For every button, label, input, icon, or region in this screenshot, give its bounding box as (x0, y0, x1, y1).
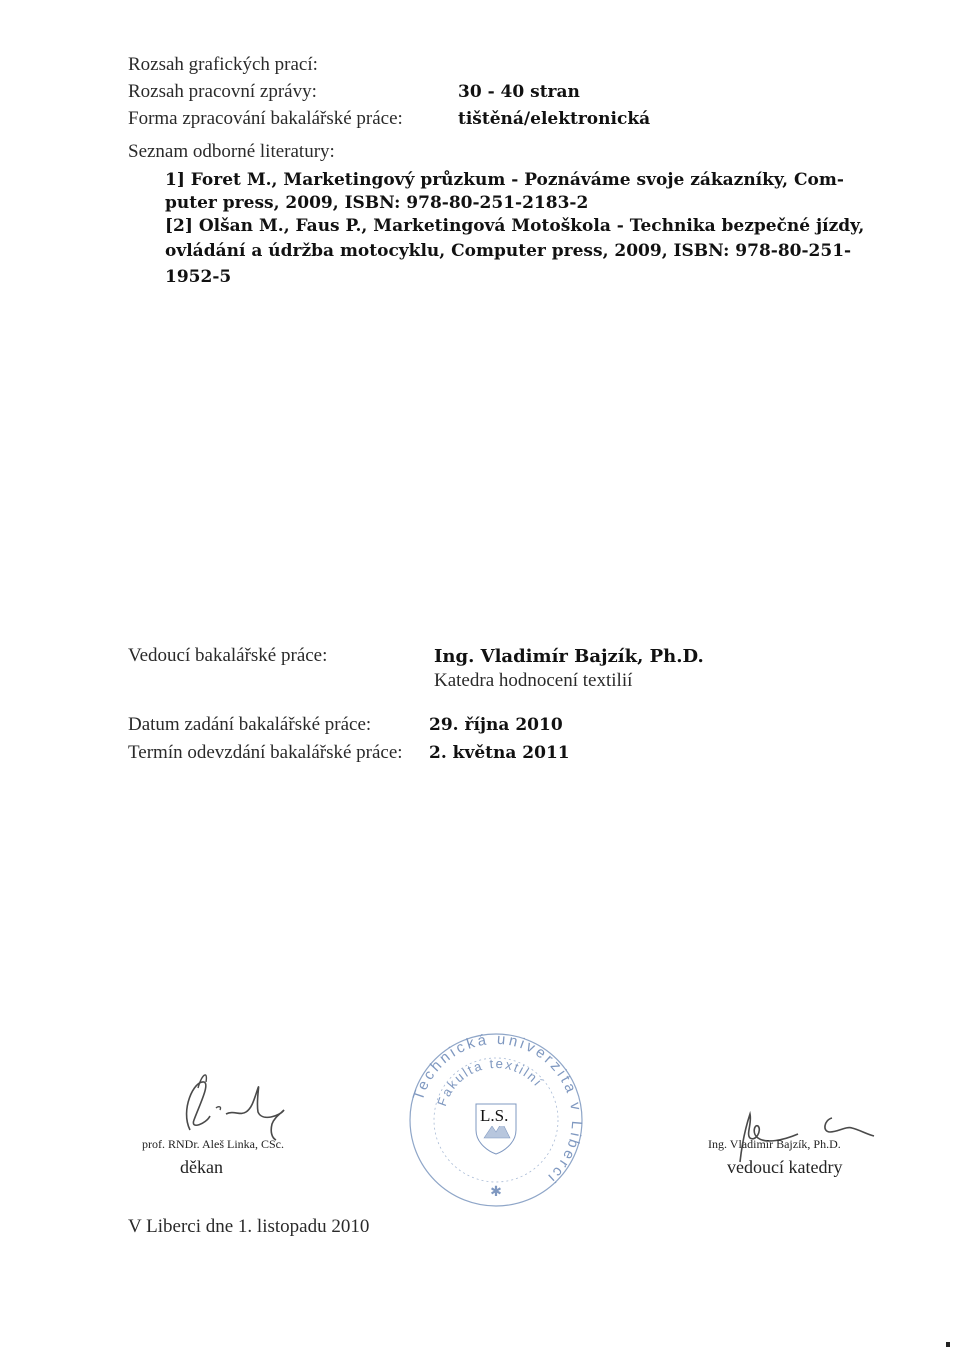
literature-line-3: [2] Olšan M., Faus P., Marketingová Motoškola - Technika bezpečné jízdy, (165, 216, 865, 236)
literature-line-5: 1952-5 (165, 267, 232, 287)
department-head-signature (728, 1104, 888, 1164)
stamp-star-icon: ✱ (490, 1184, 502, 1200)
assignment-date-label: Datum zadání bakalářské práce: (128, 714, 372, 735)
work-form-label: Forma zpracování bakalářské práce: (128, 108, 403, 129)
literature-label: Seznam odborné literatury: (128, 141, 335, 162)
submission-date-label: Termín odevzdání bakalářské práce: (128, 742, 403, 763)
assignment-date-value: 29. října 2010 (429, 715, 563, 735)
literature-line-2: puter press, 2009, ISBN: 978-80-251-2183-2 (165, 193, 589, 213)
department-head-name: Ing. Vladimír Bajzík, Ph.D. (708, 1137, 841, 1151)
report-scope-label: Rozsah pracovní zprávy: (128, 81, 317, 102)
place-and-date: V Liberci dne 1. listopadu 2010 (128, 1216, 370, 1237)
submission-date-value: 2. května 2011 (429, 743, 570, 763)
stamp-inner-text: Fakulta textilní (434, 1055, 547, 1109)
dean-name: prof. RNDr. Aleš Linka, CSc. (142, 1137, 284, 1151)
dean-role: děkan (180, 1157, 223, 1177)
supervisor-department: Katedra hodnocení textilií (434, 670, 633, 691)
supervisor-name: Ing. Vladimír Bajzík, Ph.D. (434, 646, 704, 667)
dean-signature (160, 1060, 300, 1140)
department-head-role: vedoucí katedry (727, 1157, 843, 1177)
graphic-scope-label: Rozsah grafických prací: (128, 54, 318, 75)
literature-line-4: ovládání a údržba motocyklu, Computer press, 2009, ISBN: 978-80-251- (165, 241, 852, 261)
report-scope-value: 30 - 40 stran (458, 82, 580, 102)
stamp-ls-label: L.S. (480, 1106, 509, 1125)
stamp-outer-text: Technická univerzita v Liberci (409, 1030, 586, 1188)
supervisor-label: Vedoucí bakalářské práce: (128, 645, 328, 666)
work-form-value: tištěná/elektronická (458, 109, 651, 129)
literature-line-1: 1] Foret M., Marketingový průzkum - Poznáváme svoje zákazníky, Com- (165, 170, 844, 190)
scan-mark (946, 1342, 950, 1347)
